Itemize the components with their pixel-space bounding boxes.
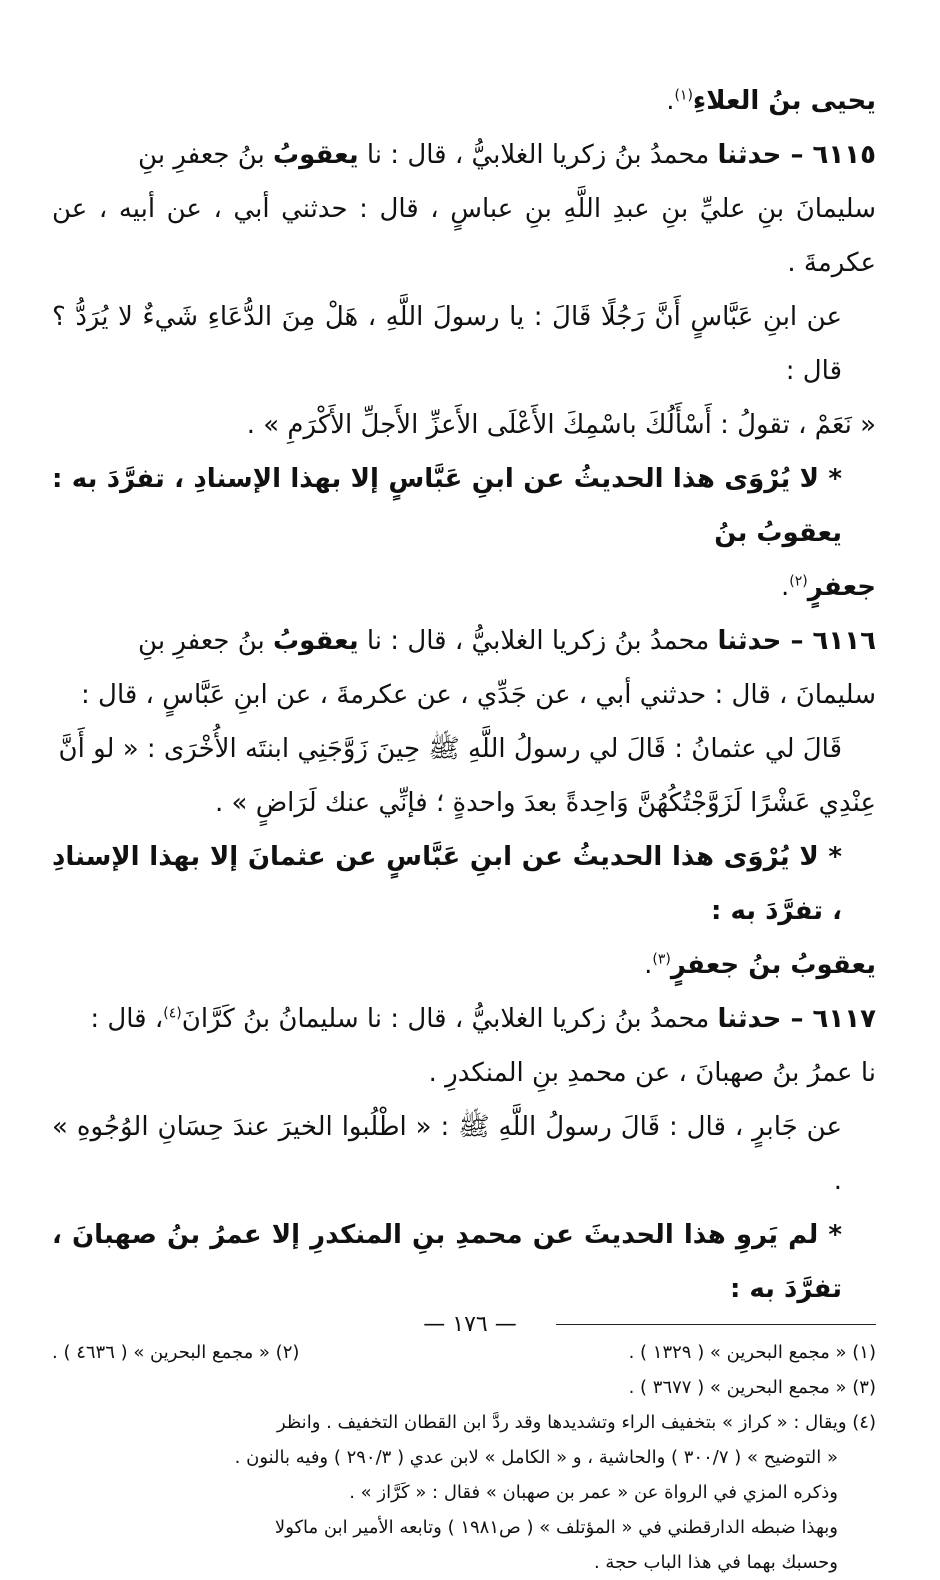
text-segment: بنُ جعفرِ بنِ — [138, 140, 274, 170]
text-line — [52, 452, 876, 560]
text-segment: ، قال : — [90, 1004, 164, 1034]
text-line — [52, 290, 876, 398]
text-segment: يعقوبُ — [273, 140, 359, 170]
text-line — [52, 128, 876, 182]
footnote-4-line-1: (٤) ويقال : « كراز » بتخفيف الراء وتشديدها وقد ردَّ ابن القطان التخفيف . وانظر — [276, 1412, 876, 1433]
footnote-1: (١) « مجمع البحرين » ( ١٣٢٩ ) . — [628, 1342, 876, 1363]
text-segment: ٦١١٧ – حدثنا — [717, 1004, 876, 1034]
text-segment: محمدُ بنُ زكريا الغلابيُّ ، قال : نا — [358, 626, 718, 656]
text-segment: جعفرٍ — [807, 572, 876, 602]
text-line — [52, 74, 876, 128]
text-line — [52, 776, 876, 830]
text-segment: سليمانَ بنِ عليِّ بنِ عبدِ اللَّهِ بنِ عباسٍ ، قال : حدثني أبي ، عن أبيه ، عن عكرمةَ . — [52, 194, 876, 278]
footnote-marker: (٢) — [789, 573, 808, 590]
text-line — [52, 722, 876, 776]
text-segment: محمدُ بنُ زكريا الغلابيُّ ، قال : نا — [358, 140, 718, 170]
page-number: — ١٧٦ — — [423, 1312, 517, 1337]
text-segment: « نَعَمْ ، تقولُ : أَسْأَلُكَ باسْمِكَ الأَعْلَى الأَعزِّ الأَجلِّ الأَكْرَمِ » . — [246, 410, 876, 440]
text-segment: ٦١١٦ – حدثنا — [717, 626, 876, 656]
text-line — [52, 938, 876, 992]
text-line — [52, 668, 876, 722]
text-line — [52, 398, 876, 452]
footnotes-block — [52, 1335, 876, 1580]
text-segment: * لا يُرْوَى هذا الحديثُ عن ابنِ عَبَّاسٍ عن عثمانَ إلا بهذا الإسنادِ ، تفرَّدَ به : — [52, 842, 842, 926]
text-segment: بنُ جعفرِ بنِ — [138, 626, 274, 656]
footnote-2: (٢) « مجمع البحرين » ( ٤٦٣٦ ) . — [52, 1342, 300, 1363]
text-segment: سليمانَ ، قال : حدثني أبي ، عن جَدِّي ، عن عكرمةَ ، عن ابنِ عَبَّاسٍ ، قال : — [81, 680, 876, 710]
footnote-4-line-2: « التوضيح » ( ٣٠٠/٧ ) والحاشية ، و « الكامل » لابن عدي ( ٢٩٠/٣ ) وفيه بالنون . — [234, 1447, 838, 1468]
footnote-marker: (١) — [674, 87, 693, 104]
text-segment: ٦١١٥ – حدثنا — [717, 140, 876, 170]
text-line — [52, 992, 876, 1046]
text-segment: يحيى بنُ العلاءِ — [692, 86, 876, 116]
text-line — [52, 1208, 876, 1316]
text-line — [52, 182, 876, 290]
text-segment: * لا يُرْوَى هذا الحديثُ عن ابنِ عَبَّاسٍ إلا بهذا الإسنادِ ، تفرَّدَ به : يعقوبُ بنُ — [52, 464, 842, 548]
text-segment: * لم يَروِ هذا الحديثَ عن محمدِ بنِ المنكدرِ إلا عمرُ بنُ صهبانَ ، تفرَّدَ به : — [52, 1220, 842, 1304]
text-segment: يعقوبُ بنُ جعفرٍ — [670, 950, 876, 980]
text-line — [52, 560, 876, 614]
text-segment: محمدُ بنُ زكريا الغلابيُّ ، قال : نا سليمانُ بنُ كَرَّانَ — [181, 1004, 718, 1034]
text-line — [52, 1100, 876, 1208]
text-line — [52, 830, 876, 938]
footnote-4-line-5: وحسبك بهما في هذا الباب حجة . — [593, 1552, 838, 1573]
footnote-4-line-4: وبهذا ضبطه الدارقطني في « المؤتلف » ( ص١٩٨١ ) وتابعه الأمير ابن ماكولا — [274, 1517, 838, 1538]
text-line — [52, 1046, 876, 1100]
text-segment: عن جَابرٍ ، قال : قَالَ رسولُ اللَّهِ ﷺ : « اطْلُبوا الخيرَ عندَ حِسَانِ الوُجُوهِ » . — [52, 1112, 842, 1196]
hadith-text-block — [52, 74, 876, 1316]
footnote-marker: (٤) — [163, 1005, 182, 1022]
text-segment: يعقوبُ — [273, 626, 359, 656]
footnote-marker: (٣) — [652, 951, 671, 968]
text-segment: عِنْدِي عَشْرًا لَزَوَّجْتُكُهُنَّ وَاحِدةً بعدَ واحدةٍ ؛ فإنِّي عنك لَرَاضٍ » . — [215, 788, 876, 818]
text-segment: . — [644, 950, 653, 980]
text-segment: . — [780, 572, 790, 602]
text-segment: قَالَ لي عثمانُ : قَالَ لي رسولُ اللَّهِ ﷺ حِينَ زَوَّجَنِي ابنتَه الأُخْرَى : « لو أَنَّ — [58, 734, 842, 764]
text-segment: . — [666, 86, 675, 116]
footnotes-row-1 — [52, 1335, 876, 1370]
footnote-4-line-3: وذكره المزي في الرواة عن « عمر بن صهبان » فقال : « كَرَّاز » . — [349, 1482, 838, 1503]
text-segment: نا عمرُ بنُ صهبانَ ، عن محمدِ بنِ المنكدرِ . — [428, 1058, 876, 1088]
text-segment: عن ابنِ عَبَّاسٍ أَنَّ رَجُلًا قَالَ : يا رسولَ اللَّهِ ، هَلْ مِنَ الدُّعَاءِ شَيءٌ لا يُرَدُّ ؟ قال : — [52, 302, 842, 386]
footnote-3: (٣) « مجمع البحرين » ( ٣٦٧٧ ) . — [628, 1377, 876, 1398]
text-line — [52, 614, 876, 668]
